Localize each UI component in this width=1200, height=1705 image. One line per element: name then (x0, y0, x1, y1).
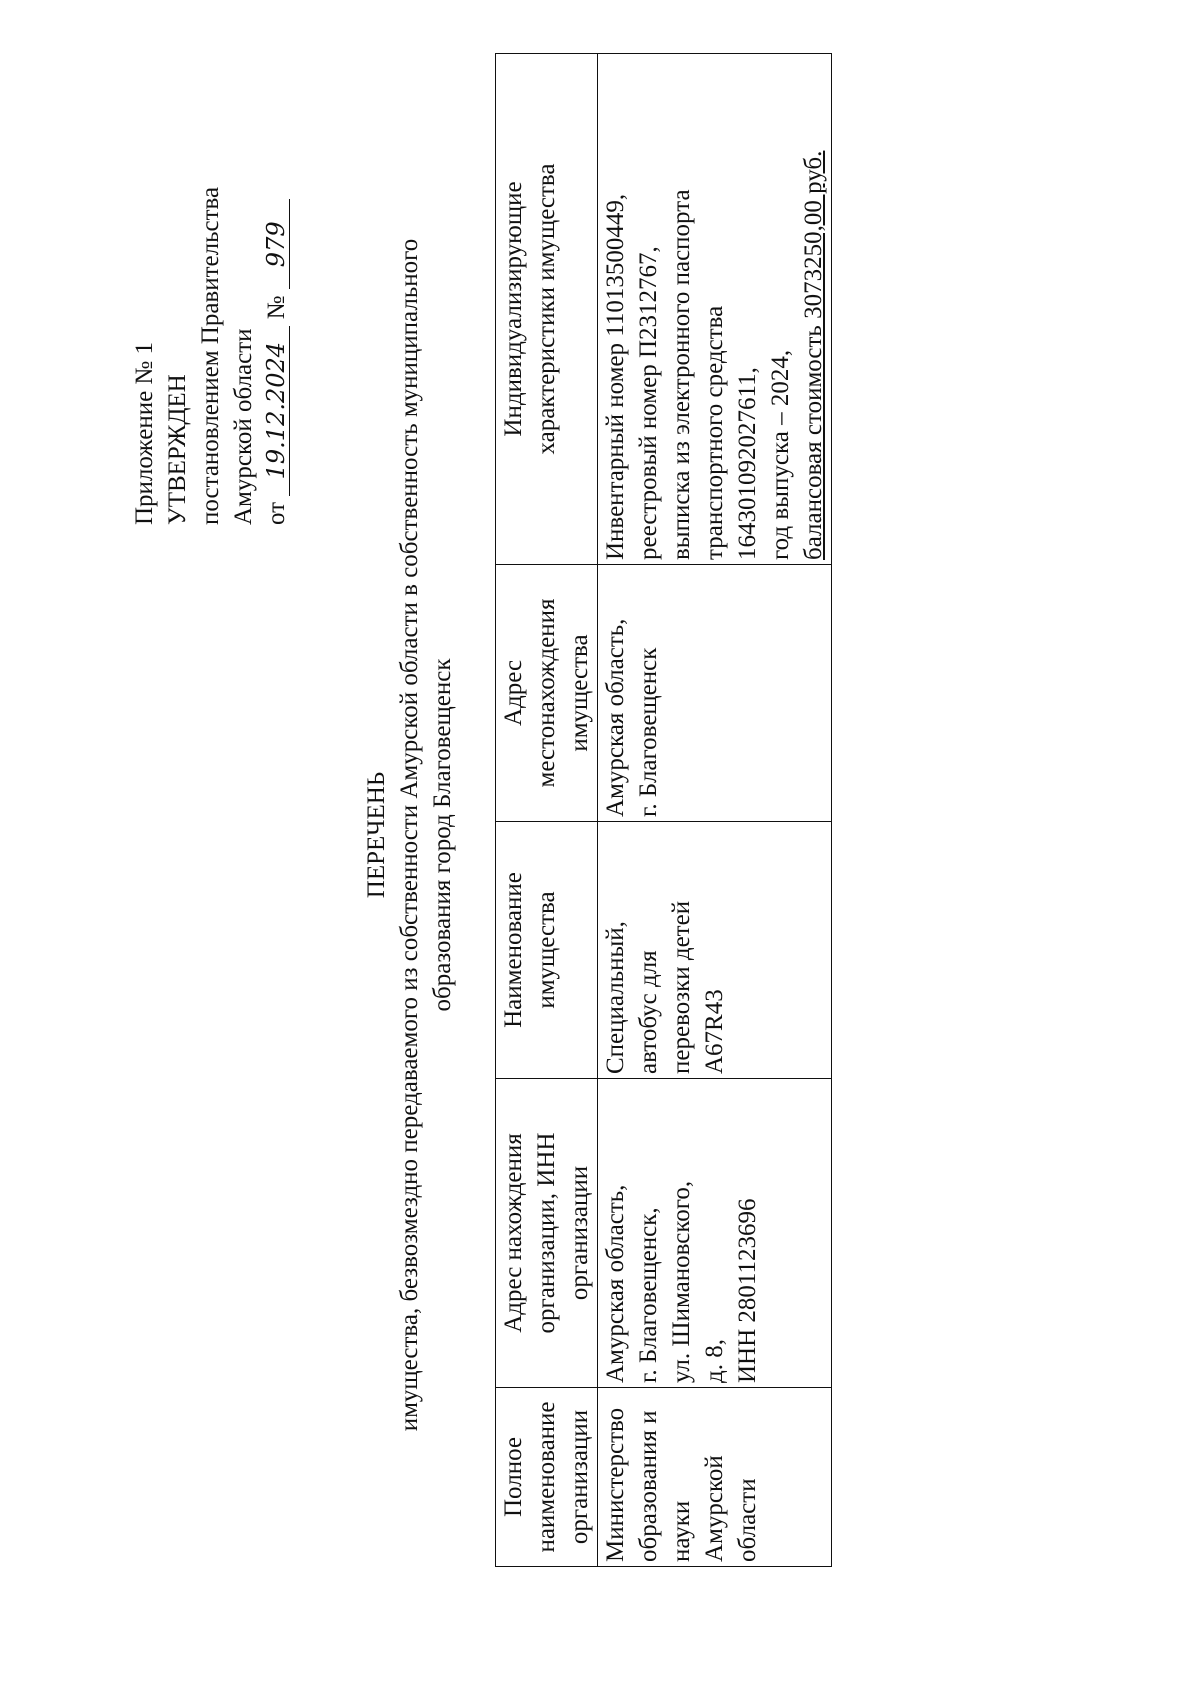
cell-org-name: Министерство образования и науки Амурской области (598, 1388, 832, 1567)
document-subtitle-line-2: образования город Благовещенск (429, 658, 456, 1012)
approval-date: 19.12.2024 (263, 326, 290, 496)
table-row (598, 54, 832, 1567)
approval-number: 979 (263, 199, 290, 289)
property-table-wrapper (495, 53, 832, 1567)
characteristics-text: Инвентарный номер 11013500449, реестровый номер П2312767, выписка из электронного паспорта транспортного средства 164301092027611, год выпуска – 2024, (602, 189, 794, 560)
cell-property-name: Специальный, автобус для перевозки детей A67R43 (598, 822, 832, 1079)
cell-characteristics (598, 54, 832, 565)
appendix-label: Приложение № 1 (131, 341, 158, 525)
balance-value: балансовая стоимость 3073250,00 руб. (800, 150, 827, 560)
cell-property-address: Амурская область, г. Благовещенск (598, 565, 832, 822)
table-header-row (496, 54, 598, 1567)
header-characteristics: Индивидуализирующие характеристики имущества (496, 54, 598, 565)
date-prefix: от (263, 501, 290, 525)
header-org-name: Полное наименование организации (496, 1388, 598, 1567)
approval-date-line (260, 65, 293, 525)
number-prefix: № (263, 295, 290, 320)
header-property-name: Наименование имущества (496, 822, 598, 1079)
property-table (495, 53, 832, 1567)
header-property-address: Адрес местонахождения имущества (496, 565, 598, 822)
approved-region-line: Амурской области (230, 328, 257, 525)
approved-by-line: постановлением Правительства (197, 186, 224, 525)
document-title: ПЕРЕЧЕНЬ (363, 771, 390, 899)
cell-org-address: Амурская область, г. Благовещенск, ул. Шимановского, д. 8, ИНН 2801123696 (598, 1079, 832, 1388)
header-org-address: Адрес нахождения организации, ИНН организации (496, 1079, 598, 1388)
document-heading (360, 105, 459, 1565)
document-subtitle-line-1: имущества, безвозмездно передаваемого из собственности Амурской области в собственность муниципального (396, 238, 423, 1432)
approved-label: УТВЕРЖДЕН (164, 374, 191, 525)
approval-stamp-block (128, 65, 293, 525)
